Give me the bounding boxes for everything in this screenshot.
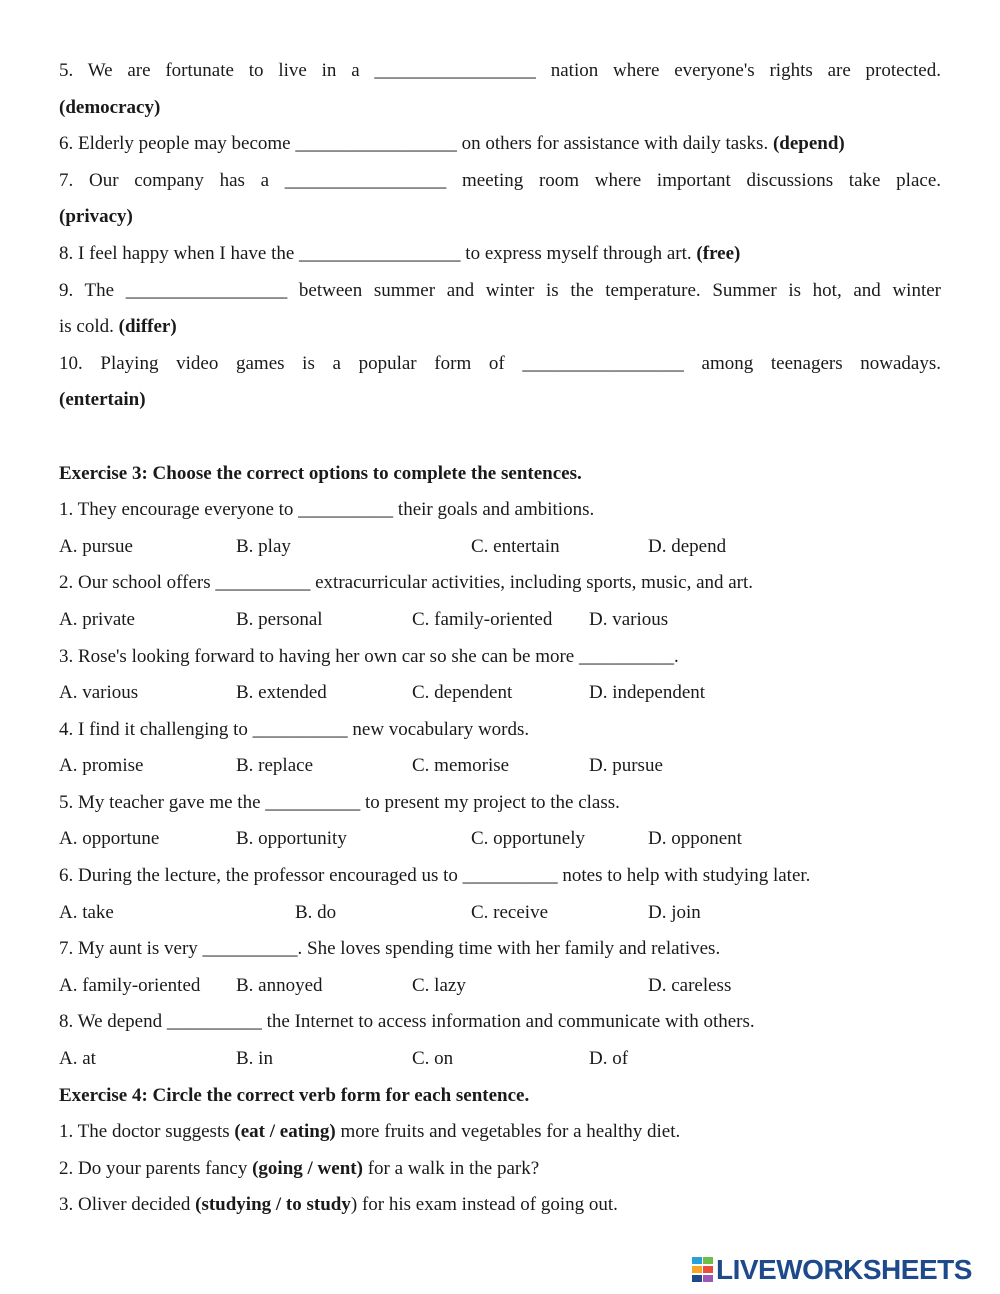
ex2-q8-hint: (free) xyxy=(696,242,741,264)
option-b[interactable]: B. do xyxy=(295,901,337,923)
option-c[interactable]: C. on xyxy=(412,1048,454,1070)
ex3-q8: 8. We depend __________ the Internet to access information and communicate with others. xyxy=(59,1011,755,1033)
ex4-q2-choice[interactable]: (going / went) xyxy=(252,1157,363,1179)
ex3-q3-options xyxy=(59,675,941,712)
worksheet-page: 5. We are fortunate to live in a _________________ nation where everyone's rights are protected. (democracy) 6. Elderly people may become _________________ on others for assistance with daily tasks. (depend) 7. Our company has a _________________ meeting room where important discussions take place. (privacy) 8. I feel happy when I have the _________________ to express myself through art. (free) 9. The _________________ between summer and winter is the temperature. Summer is hot, and winter is cold. (differ) 10. Playing video games is a popular form of _________________ among teenagers nowadays. (entertain) Exercise 3: Choose the correct options to complete the sentences. 1. They encourage everyone to __________ their goals and ambitions. A. pursue B. play C. entertain D. depend 2. Our school offers __________ extracurricular activities, including sports, music, and art. A. private B. personal C. family-oriented D. various 3. Rose's looking forward to having her own car so she can be more __________. A. various B. extended C. dependent D. independent 4. I find it challenging to __________ new vocabulary words. A. promise B. replace C. memorise D. pursue 5. My teacher gave me the __________ to present my project to the class. A. opportune B. opportunity C. opportunely D. opponent 6. During the lecture, the professor encouraged us to __________ notes to help with studying later. A. take B. do C. receive D. join 7. My aunt is very __________. She loves spending time with her family and relatives. A. family-oriented B. annoyed C. lazy D. careless 8. We depend __________ the Internet to access information and communicate with others. A. at B. in C. on D. of Exercise 4: Circle the correct verb form for each sentence. 1. The doctor suggests (eat / eating) more fruits and vegetables for a healthy diet. 2. Do your parents fancy (going / went) for a walk in the park? 3. Oliver decided (studying / to study) for his exam instead of going out. xyxy=(59,53,941,1224)
ex4-q1: 1. The doctor suggests (eat / eating) more fruits and vegetables for a healthy diet. xyxy=(59,1121,681,1143)
ex2-q7: 7. Our company has a _________________ meeting room where important discussions take place. xyxy=(59,169,941,191)
option-d[interactable]: D. pursue xyxy=(589,755,663,777)
option-a[interactable]: A. at xyxy=(59,1048,96,1070)
exercise-3-title: Exercise 3: Choose the correct options to complete the sentences. xyxy=(59,462,582,484)
option-a[interactable]: A. opportune xyxy=(59,828,160,850)
ex2-q10: 10. Playing video games is a popular form of _________________ among teenagers nowadays. xyxy=(59,352,941,374)
ex2-q6-hint: (depend) xyxy=(772,133,845,155)
option-c[interactable]: C. memorise xyxy=(412,755,510,777)
ex3-q8-options xyxy=(59,1041,941,1078)
option-a[interactable]: A. take xyxy=(59,901,114,923)
ex3-q6: 6. During the lecture, the professor encouraged us to __________ notes to help with studying later. xyxy=(59,865,811,887)
ex3-q3: 3. Rose's looking forward to having her own car so she can be more __________. xyxy=(59,645,679,667)
logo-text: LIVEWORKSHEETS xyxy=(716,1254,972,1285)
ex3-q7-options xyxy=(59,968,941,1005)
option-d[interactable]: D. depend xyxy=(648,535,727,557)
option-d[interactable]: D. of xyxy=(589,1048,629,1070)
ex2-q7-hint: (privacy) xyxy=(59,206,133,228)
ex3-q2: 2. Our school offers __________ extracurricular activities, including sports, music, and art. xyxy=(59,572,754,594)
option-c[interactable]: C. family-oriented xyxy=(412,608,553,630)
option-a[interactable]: A. family-oriented xyxy=(59,974,201,996)
ex2-q5-hint: (democracy) xyxy=(59,96,161,118)
option-c[interactable]: C. entertain xyxy=(471,535,560,557)
ex2-q8: 8. I feel happy when I have the _________________ to express myself through art. (free) xyxy=(59,242,741,264)
option-d[interactable]: D. opponent xyxy=(648,828,742,850)
option-b[interactable]: B. replace xyxy=(236,755,314,777)
ex3-q5-options xyxy=(59,821,941,858)
ex3-q1-options xyxy=(59,529,941,566)
option-c[interactable]: C. opportunely xyxy=(471,828,585,850)
ex2-q5: 5. We are fortunate to live in a _________________ nation where everyone's rights are protected. xyxy=(59,60,941,81)
option-a[interactable]: A. pursue xyxy=(59,535,133,557)
option-d[interactable]: D. various xyxy=(589,608,669,630)
option-a[interactable]: A. promise xyxy=(59,755,144,777)
option-c[interactable]: C. receive xyxy=(471,901,549,923)
option-a[interactable]: A. private xyxy=(59,608,135,630)
option-d[interactable]: D. independent xyxy=(589,682,706,704)
ex2-q6: 6. Elderly people may become _________________ on others for assistance with daily tasks. (depend) xyxy=(59,133,845,155)
option-b[interactable]: B. play xyxy=(236,535,291,557)
option-b[interactable]: B. opportunity xyxy=(236,828,347,850)
option-b[interactable]: B. personal xyxy=(236,608,323,630)
liveworksheets-logo-icon xyxy=(692,1257,714,1283)
ex3-q7: 7. My aunt is very __________. She loves spending time with her family and relatives. xyxy=(59,938,721,960)
ex4-q3: 3. Oliver decided (studying / to study) for his exam instead of going out. xyxy=(59,1194,618,1216)
option-c[interactable]: C. dependent xyxy=(412,682,513,704)
option-a[interactable]: A. various xyxy=(59,682,139,704)
ex3-q4-options xyxy=(59,748,941,785)
ex3-q6-options xyxy=(59,895,941,932)
liveworksheets-logo xyxy=(692,1254,972,1286)
option-b[interactable]: B. in xyxy=(236,1048,273,1070)
option-b[interactable]: B. extended xyxy=(236,682,327,704)
ex2-q10-hint: (entertain) xyxy=(59,389,146,411)
ex3-q2-options xyxy=(59,602,941,639)
option-c[interactable]: C. lazy xyxy=(412,974,466,996)
option-d[interactable]: D. careless xyxy=(648,974,732,996)
option-b[interactable]: B. annoyed xyxy=(236,974,323,996)
ex4-q2: 2. Do your parents fancy (going / went) for a walk in the park? xyxy=(59,1157,540,1179)
ex3-q5: 5. My teacher gave me the __________ to present my project to the class. xyxy=(59,791,620,813)
ex3-q4: 4. I find it challenging to __________ new vocabulary words. xyxy=(59,718,530,740)
exercise-4-title: Exercise 4: Circle the correct verb form for each sentence. xyxy=(59,1084,530,1106)
ex3-q1: 1. They encourage everyone to __________ their goals and ambitions. xyxy=(59,499,595,521)
ex4-q1-choice[interactable]: (eat / eating) xyxy=(234,1121,336,1143)
ex4-q3-choice[interactable]: (studying / to study xyxy=(195,1194,351,1216)
ex2-q9-hint: (differ) xyxy=(118,316,177,338)
option-d[interactable]: D. join xyxy=(648,901,701,923)
ex2-q9: 9. The _________________ between summer and winter is the temperature. Summer is hot, and winter xyxy=(59,279,941,301)
